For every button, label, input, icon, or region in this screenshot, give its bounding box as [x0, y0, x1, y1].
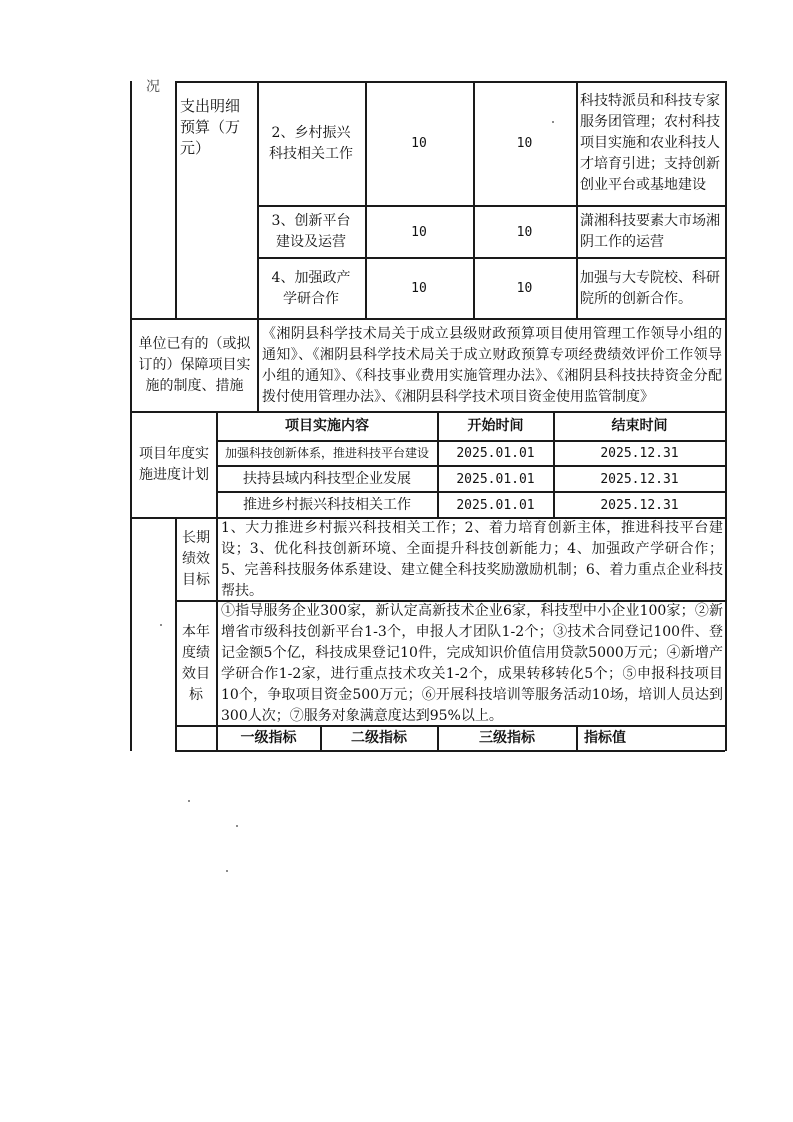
schedule-end: 2025.12.31 [600, 497, 679, 513]
budget-label: 支出明细预算（万元） [180, 97, 241, 157]
schedule-header-end: 结束时间 [611, 418, 668, 434]
schedule-header-start: 开始时间 [467, 418, 524, 434]
long-term-goals: 1、大力推进乡村振兴科技相关工作；2、着力培育创新主体，推进科技平台建设；3、优化科技创新环境、全面提升科技创新能力；4、加强政产学研合作；5、完善科技服务体系建设、建立健全科技奖励激励机制；6、着力重点企业科技帮扶。 [221, 519, 723, 599]
institutions-content: 《湘阴县科学技术局关于成立县级财政预算项目使用管理工作领导小组的通知》、《湘阴县科学技术局关于成立财政预算专项经费绩效评价工作领导小组的通知》、《科技事业费用实施管理办法》、《湘阴县科技扶持资金分配拨付使用管理办法》、《湘阴县科学技术项目资金使用监管制度》 [262, 325, 722, 405]
top-cut-label: 况 [146, 78, 160, 95]
budget-item: 2、乡村振兴科技相关工作 [269, 124, 353, 162]
rule [216, 517, 218, 751]
annual-label: 本年度绩效目标 [182, 623, 210, 703]
rule [576, 81, 578, 318]
schedule-content: 加强科技创新体系，推进科技平台建设 [224, 446, 429, 460]
scan-speck [226, 870, 228, 872]
budget-amount: 10 [516, 224, 533, 240]
scan-speck [160, 624, 162, 626]
rule [130, 81, 132, 751]
scan-speck [188, 800, 190, 802]
rule [725, 81, 727, 751]
budget-item: 3、创新平台建设及运营 [271, 213, 351, 250]
budget-note: 加强与大专院校、科研院所的创新合作。 [580, 269, 720, 307]
rule [257, 318, 259, 411]
schedule-content: 扶持县域内科技型企业发展 [243, 470, 411, 487]
rule [175, 750, 725, 752]
schedule-start: 2025.01.01 [456, 471, 535, 487]
budget-amount: 10 [411, 224, 427, 240]
long-term-label: 长期绩效目标 [182, 530, 210, 588]
budget-amount: 10 [516, 281, 533, 296]
schedule-content: 推进乡村振兴科技相关工作 [243, 496, 411, 513]
budget-amount: 10 [516, 136, 533, 151]
schedule-start: 2025.01.01 [456, 446, 535, 461]
annual-goals: ①指导服务企业300家，新认定高新技术企业6家，科技型中小企业100家；②新增省市级科技创新平台1-3个，申报人才团队1-2个；③技术合同登记100件、登记金额5个亿，科技成果登记10件，完成知识价值信用贷款5000万元；④新增产学研合作1-2家，进行重点技术攻关1-2个，成果转移转化5个；⑤申报科技项目10个，争取项目资金500万元；⑥开展科技培训等服务活动10场，培训人员达到300人次；⑦服务对象满意度达到95%以上。 [221, 602, 723, 724]
indicator-header-level3: 三级指标 [479, 730, 535, 746]
budget-note: 科技特派员和科技专家服务团管理；农村科技项目实施和农业科技人才培育引进；支持创新创业平台或基地建设 [580, 93, 720, 193]
rule [175, 81, 177, 318]
schedule-end: 2025.12.31 [600, 446, 679, 461]
schedule-header-content: 项目实施内容 [285, 418, 369, 434]
indicator-header-value: 指标值 [584, 730, 626, 746]
schedule-label: 项目年度实施进度计划 [139, 446, 209, 483]
schedule-start: 2025.01.01 [456, 497, 535, 513]
scan-speck [236, 825, 238, 827]
budget-amount: 10 [411, 136, 427, 151]
budget-item: 4、加强政产学研合作 [271, 269, 351, 307]
indicator-header-level2: 二级指标 [351, 730, 407, 746]
schedule-end: 2025.12.31 [600, 471, 679, 487]
budget-note: 潇湘科技要素大市场湘阴工作的运营 [580, 213, 720, 250]
institutions-label: 单位已有的（或拟订的）保障项目实施的制度、措施 [138, 336, 251, 394]
scan-speck [552, 121, 554, 123]
indicator-header-level1: 一级指标 [240, 730, 297, 746]
budget-amount: 10 [411, 281, 427, 296]
